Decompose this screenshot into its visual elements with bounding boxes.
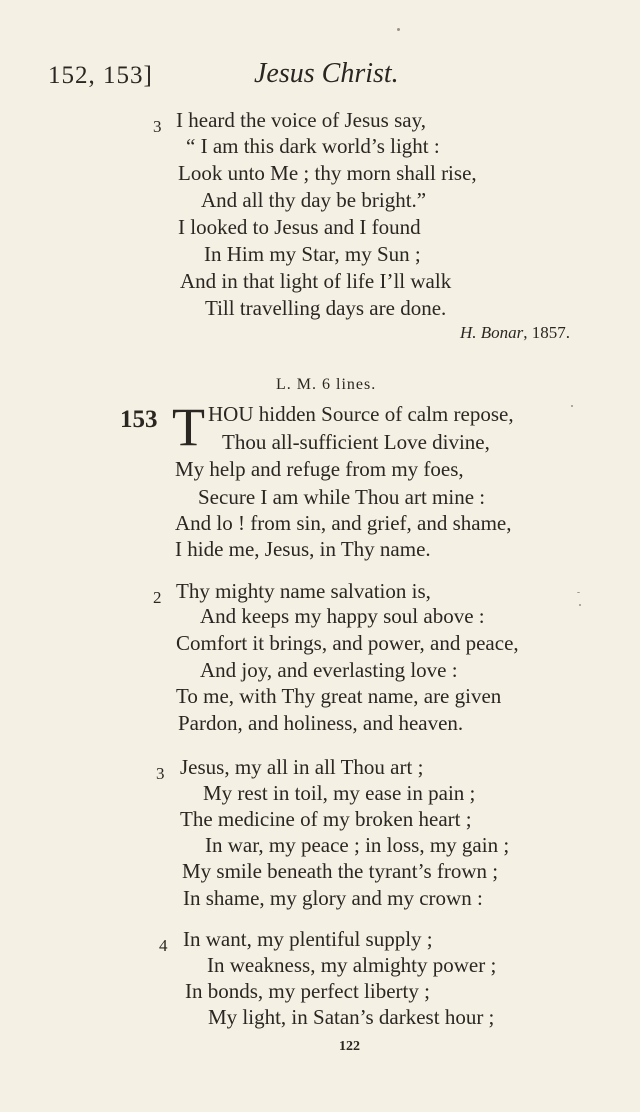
author-name: H. Bonar — [460, 323, 524, 342]
running-hymn-numbers: 152, 153] — [48, 62, 153, 89]
verse-line: My help and refuge from my foes, — [175, 457, 464, 481]
stanza-number: 3 — [153, 117, 162, 136]
verse-line: And all thy day be bright.” — [201, 188, 427, 212]
verse-line: The medicine of my broken heart ; — [180, 807, 472, 831]
verse-line: Look unto Me ; thy morn shall rise, — [178, 161, 477, 185]
verse-line: And keeps my happy soul above : — [200, 604, 485, 628]
verse-line: And lo ! from sin, and grief, and shame, — [175, 511, 512, 535]
author-year: , 1857. — [523, 323, 571, 342]
verse-line: I heard the voice of Jesus say, — [176, 108, 426, 132]
verse-line: And in that light of life I’ll walk — [180, 269, 452, 293]
verse-line: Thou all-sufficient Love divine, — [222, 430, 490, 454]
verse-line: Jesus, my all in all Thou art ; — [180, 755, 424, 779]
verse-line: In weakness, my almighty power ; — [207, 953, 497, 977]
verse-line: Till travelling days are done. — [205, 296, 447, 320]
verse-line: In war, my peace ; in loss, my gain ; — [205, 833, 510, 857]
paper-speck — [397, 28, 400, 31]
stanza-number: 2 — [153, 588, 162, 607]
verse-line: Thy mighty name salvation is, — [176, 579, 431, 603]
drop-cap: T — [172, 397, 205, 457]
paper-speck — [571, 405, 573, 407]
author-attribution — [460, 323, 570, 343]
verse-line: HOU hidden Source of calm repose, — [208, 402, 514, 426]
verse-line: “ I am this dark world’s light : — [186, 134, 440, 158]
verse-line: Comfort it brings, and power, and peace, — [176, 631, 519, 655]
stanza-number: 4 — [159, 936, 168, 955]
running-title: Jesus Christ. — [254, 58, 399, 89]
verse-line: And joy, and everlasting love : — [200, 658, 458, 682]
verse-line: My smile beneath the tyrant’s frown ; — [182, 859, 499, 883]
verse-line: Secure I am while Thou art mine : — [198, 485, 486, 509]
meter-indication: L. M. 6 lines. — [276, 376, 377, 393]
paper-speck — [579, 604, 581, 606]
paper-speck — [577, 592, 580, 593]
page-number: 122 — [339, 1039, 360, 1054]
verse-line: In bonds, my perfect liberty ; — [185, 979, 430, 1003]
verse-line: In want, my plentiful supply ; — [183, 927, 433, 951]
verse-line: My rest in toil, my ease in pain ; — [203, 781, 476, 805]
verse-line: To me, with Thy great name, are given — [176, 684, 502, 708]
verse-line: I hide me, Jesus, in Thy name. — [175, 537, 431, 561]
verse-line: I looked to Jesus and I found — [178, 215, 421, 239]
verse-line: In Him my Star, my Sun ; — [204, 242, 421, 266]
verse-line: Pardon, and holiness, and heaven. — [178, 711, 464, 735]
verse-line: In shame, my glory and my crown : — [183, 886, 483, 910]
stanza-number: 3 — [156, 764, 165, 783]
verse-line: My light, in Satan’s darkest hour ; — [208, 1005, 495, 1029]
hymn-number: 153 — [120, 406, 158, 433]
